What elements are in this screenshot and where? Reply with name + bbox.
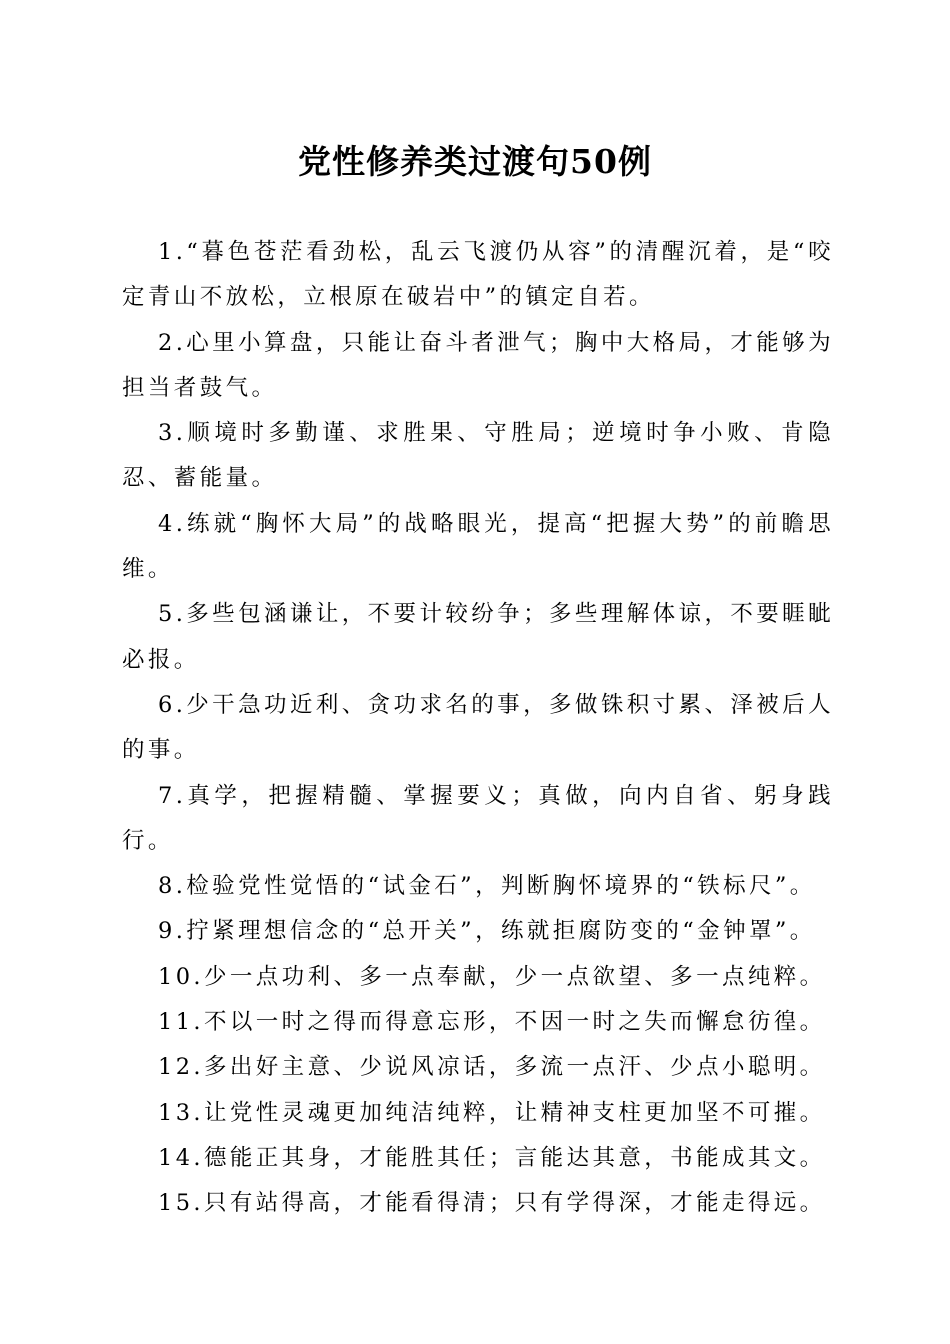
- list-item: 5.多些包涵谦让，不要计较纷争；多些理解体谅，不要睚眦必报。: [122, 601, 834, 673]
- list-item: 15.只有站得高，才能看得清；只有学得深，才能走得远。: [158, 1190, 826, 1217]
- list-item: 6.少干急功近利、贪功求名的事，多做铢积寸累、泽被后人的事。: [122, 691, 834, 764]
- list-item: 7.真学，把握精髓、掌握要义；真做，向内自省、躬身践行。: [122, 782, 834, 854]
- list-item: 9.拧紧理想信念的“总开关”，练就拒腐防变的“金钟罩”。: [158, 918, 816, 945]
- document-title: 党性修养类过渡句50例: [298, 142, 652, 181]
- list-item: 12.多出好主意、少说风凉话，多流一点汗、少点小聪明。: [158, 1054, 826, 1081]
- document-body: [122, 230, 834, 1227]
- list-item: 1.“暮色苍茫看劲松，乱云飞渡仍从容”的清醒沉着，是“咬定青山不放松，立根原在破岩中”的镇定自若。: [122, 239, 834, 311]
- list-item: 11.不以一时之得而得意忘形，不因一时之失而懈怠彷徨。: [158, 1009, 826, 1036]
- list-item: 8.检验党性觉悟的“试金石”，判断胸怀境界的“铁标尺”。: [158, 873, 816, 900]
- list-item: 2.心里小算盘，只能让奋斗者泄气；胸中大格局，才能够为担当者鼓气。: [122, 329, 834, 401]
- list-item: 10.少一点功利、多一点奉献，少一点欲望、多一点纯粹。: [158, 963, 826, 990]
- list-item: 13.让党性灵魂更加纯洁纯粹，让精神支柱更加坚不可摧。: [158, 1099, 826, 1126]
- list-item: 14.德能正其身，才能胜其任；言能达其意，书能成其文。: [158, 1144, 826, 1171]
- list-item: 3.顺境时多勤谨、求胜果、守胜局；逆境时争小败、肯隐忍、蓄能量。: [122, 420, 834, 492]
- list-item: 4.练就“胸怀大局”的战略眼光，提高“把握大势”的前瞻思维。: [122, 510, 834, 583]
